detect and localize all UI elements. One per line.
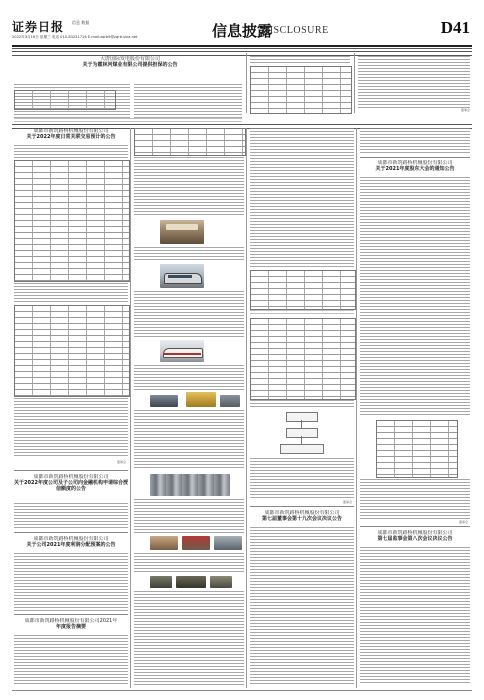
- article-body: [14, 145, 128, 159]
- masthead: [12, 18, 472, 44]
- article-body: [134, 84, 242, 118]
- related-transaction-table: [14, 160, 130, 282]
- article-body: [134, 553, 244, 573]
- ownership-chart-arrow: [301, 436, 302, 444]
- board-signature: 董事会: [460, 108, 470, 112]
- product-photo-tram: [160, 264, 204, 288]
- article-body: [360, 479, 470, 519]
- product-photo-rubber-bearing: [186, 392, 216, 407]
- article-body: [14, 283, 128, 303]
- board-signature: 董事会: [116, 460, 126, 464]
- article-company-4: 成都市新筑路桥机械股份有限公司: [33, 474, 109, 480]
- article-divider: [250, 506, 354, 507]
- article-body: [250, 56, 350, 64]
- section-title: 信息披露: [212, 22, 273, 40]
- article-body: [250, 310, 354, 316]
- logo-subtitle: 信息 数据: [72, 20, 90, 25]
- article-table: [250, 66, 352, 114]
- article-headline-3: [360, 160, 470, 174]
- related-transaction-table: [14, 305, 130, 397]
- article-company-1: 大唐国际发电股份有限公司: [99, 56, 160, 62]
- article-title-5: 关于公司2021年度利润分配预案的公告: [26, 542, 116, 548]
- product-photo-bearing: [150, 395, 178, 407]
- article-body: [134, 410, 244, 470]
- page-number: D41: [440, 18, 470, 37]
- article-divider: [360, 526, 470, 527]
- article-body: [134, 591, 244, 685]
- ownership-chart-box: [280, 444, 324, 454]
- article-headline-6: [250, 510, 354, 524]
- article-title-4: 关于2022年度公司及子公司向金融机构申请综合授信额度的公告: [14, 480, 128, 492]
- product-photo-railcar-interior: [160, 220, 204, 244]
- article-body: [14, 398, 128, 458]
- article-headline-7: [360, 530, 470, 544]
- article-title-1: 关于为霍林河煤业有限公司提供担保的公告: [82, 62, 178, 68]
- column-rule: [356, 128, 357, 688]
- product-photo-vehicle: [150, 576, 172, 588]
- article-body: [358, 56, 470, 108]
- product-photo-components: [150, 474, 230, 496]
- article-company-8: 成都市新筑路桥机械股份有限公司2021年: [24, 618, 118, 624]
- article-company-2: 成都市新筑路桥机械股份有限公司: [33, 128, 109, 134]
- article-body: [250, 128, 354, 268]
- article-body: [360, 177, 470, 417]
- product-photo-maglev: [160, 340, 204, 362]
- article-title-6: 第七届董事会第十九次会议决议公告: [261, 516, 342, 522]
- article-company-7: 成都市新筑路桥机械股份有限公司: [377, 530, 453, 536]
- article-company-6: 成都市新筑路桥机械股份有限公司: [264, 510, 340, 516]
- board-signature: 董事会: [342, 500, 352, 504]
- article-headline-8: [14, 618, 128, 632]
- article-body: [14, 553, 128, 611]
- article-company-3: 成都市新筑路桥机械股份有限公司: [377, 160, 453, 166]
- article-body: [134, 157, 244, 217]
- column-rule: [354, 53, 355, 113]
- article-body: [250, 458, 354, 498]
- masthead-rule-thin: [12, 48, 472, 49]
- article-body: [134, 499, 244, 533]
- article-body: [360, 547, 470, 685]
- project-photo: [214, 536, 242, 550]
- article-body: [250, 400, 354, 408]
- article-title-8: 年度报告摘要: [55, 624, 86, 630]
- article-headline-2: [14, 128, 128, 142]
- company-info-table: [134, 128, 246, 156]
- article-body: [14, 635, 128, 685]
- ownership-chart-box: [286, 428, 318, 438]
- article-company-5: 成都市新筑路桥机械股份有限公司: [33, 536, 109, 542]
- article-divider: [14, 614, 128, 615]
- product-photo-vehicle: [176, 576, 206, 588]
- article-table: [14, 90, 116, 110]
- product-photo-vehicle: [210, 576, 232, 588]
- article-headline-1: [40, 56, 220, 82]
- column-rule: [246, 53, 247, 113]
- newspaper-logo: 证券日报: [12, 20, 65, 34]
- article-body: [134, 365, 244, 391]
- article-body: [134, 247, 244, 261]
- shareholder-table: [250, 318, 356, 400]
- article-body: [250, 527, 354, 685]
- column-rule: [246, 128, 247, 688]
- article-title-3: 关于2021年度股东大会的通知公告: [375, 166, 455, 172]
- board-signature: 董事会: [458, 520, 468, 524]
- article-body: [360, 128, 470, 154]
- article-title-2: 关于2022年度日常关联交易预计的公告: [26, 134, 116, 140]
- article-divider: [14, 470, 128, 471]
- project-photo: [182, 536, 210, 550]
- ownership-chart-arrow: [301, 420, 302, 428]
- article-divider: [14, 532, 128, 533]
- financial-table: [250, 270, 356, 310]
- column-rule: [130, 128, 131, 688]
- proposal-table: [376, 420, 458, 478]
- masthead-rule: [12, 45, 472, 47]
- section-title-english: DISCLOSURE: [262, 25, 329, 36]
- article-headline-4: [14, 474, 128, 500]
- ownership-chart-box: [286, 412, 318, 422]
- article-headline-5: [14, 536, 128, 550]
- issue-line: 2022年3月16日 星期三 电话 010-83251716 E-mail:zqrb9@zqrb.sina.net: [12, 35, 138, 39]
- project-photo: [150, 536, 178, 550]
- article-body: [14, 503, 128, 529]
- article-title-7: 第七届监事会第八次会议决议公告: [377, 536, 453, 542]
- article-divider: [360, 157, 470, 158]
- product-photo-bearing: [220, 395, 240, 407]
- article-body: [134, 291, 244, 337]
- page-bottom-rule: [12, 690, 472, 691]
